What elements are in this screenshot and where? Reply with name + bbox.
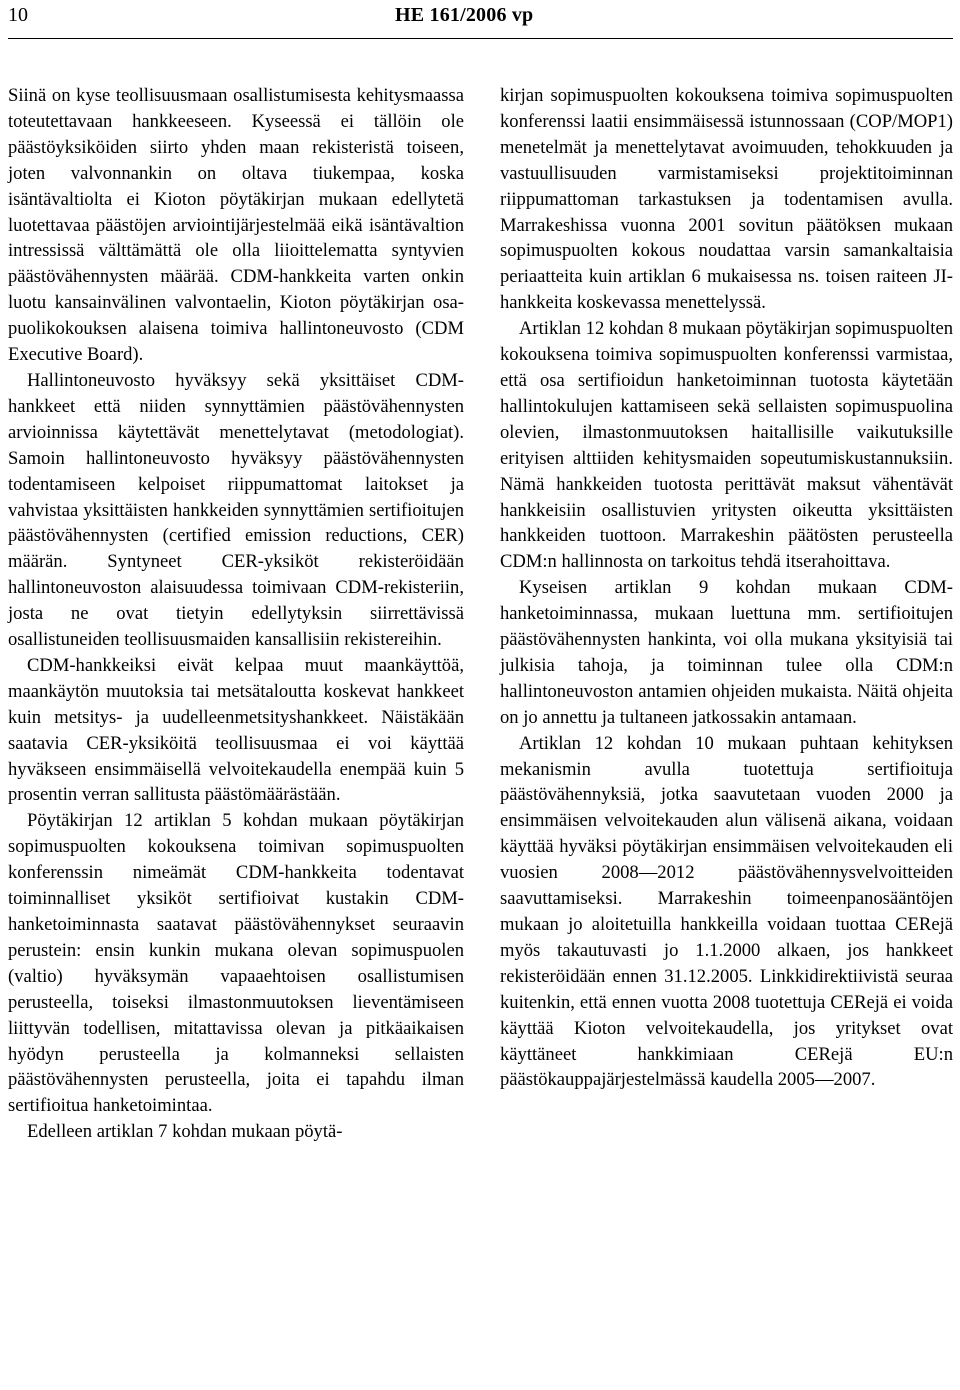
- paragraph: Artiklan 12 kohdan 8 mukaan pöytäkirjan sopimuspuolten kokouksena toimiva sopimuspuolten konferenssi varmistaa, että osa sertifioidun hanketoiminnan tuotosta käytetään hallintokulujen kattamiseen sekä sellaisten sopimuspuolina olevien, ilmastonmuutoksen haitallisille vaikutuksille erityisen alttiiden kehitysmaiden sopeutumiskustannuksiin. Nämä hankkeiden tuotosta perittävät maksut vähentävät hankkeisiin osallistuvien yritysten oikeutta yksittäisten hankkeiden tuottoon. Marrakeshin päätösten perusteella CDM:n hallinnosta on tarkoitus tehdä itserahoittava.: [500, 318, 953, 573]
- header-rule: [8, 38, 953, 39]
- paragraph: Kyseisen artiklan 9 kohdan mukaan CDM-hanketoiminnassa, mukaan luettuna mm. sertifioitujen päästövähennysten hankinta, voi olla mukana yksityisiä tai julkisia tahoja, ja toiminnan tulee olla CDM:n hallintoneuvoston antamien ohjeiden mukaista. Näitä ohjeita on jo annettu ja tultaneen jatkossakin antamaan.: [500, 577, 953, 728]
- paragraph: Pöytäkirjan 12 artiklan 5 kohdan mukaan pöytäkirjan sopimuspuolten kokouksena toimivan sopimuspuolten konferenssin nimeämät CDM-hankkeita todentavat toiminnalliset yksiköt sertifioivat kustakin CDM-hanketoiminnasta saatavat päästövähennykset seuraavin perustein: ensin kunkin mukana olevan sopimuspuolen (valtio) hyväksymän vapaaehtoisen osallistumisen perusteella, toiseksi ilmastonmuutoksen lieventämiseen liittyvän todellisen, mitattavissa olevan ja pitkäaikaisen hyödyn perusteella ja kolmanneksi sellaisten päästövähennysten perusteella, joita ei tapahdu ilman sertifioitua hanketoimintaa.: [8, 810, 464, 1117]
- paragraph: Edelleen artiklan 7 kohdan mukaan pöytä-: [27, 1121, 343, 1143]
- document-code: HE 161/2006 vp: [395, 4, 534, 26]
- paragraph: kirjan sopimuspuolten kokouksena toimiva sopimuspuolten konferenssi laatii ensimmäisessä istunnossaan (COP/MOP1) menetelmät ja menettelytavat avoimuuden, tehokkuuden ja vastuullisuuden varmistamiseksi projektitoiminnan riippumattoman tarkastuksen ja todentamisen avulla. Marrakeshissa vuonna 2001 sovitun päätöksen mukaan sopimuspuolten kokous noudattaa varsin samankaltaisia periaatteita kuin artiklan 6 mukaisessa ns. toisen raiteen JI-hankkeita koskevassa menettelyssä.: [500, 85, 953, 314]
- paragraph: Artiklan 12 kohdan 10 mukaan puhtaan kehityksen mekanismin avulla tuotettuja sertifioituja päästövähennyksiä, jotka saavutetaan vuoden 2000 ja ensimmäisen velvoitekauden alun välisenä aikana, voidaan käyttää hyväksi pöytäkirjan ensimmäisen velvoitekauden eli vuosien 2008—2012 päästövähennysvelvoitteiden saavuttamiseksi. Marrakeshin toimeenpanosääntöjen mukaan jo aloitetuilla hankkeilla voidaan tuottaa CERejä myös takautuvasti jo 1.1.2000 alkaen, jos hankkeet rekisteröidään ennen 31.12.2005. Linkkidirektiivistä seuraa kuitenkin, että ennen vuotta 2008 tuotettuja CERejä ei voida käyttää Kioton velvoitekaudella, jos yritykset ovat käyttäneet hankkimiaan CERejä EU:n päästökauppajärjestelmässä kaudella 2005—2007.: [500, 732, 953, 1091]
- paragraph: Siinä on kyse teollisuusmaan osallistumisesta kehitysmaassa toteutettavaan hankkeeseen. Kyseessä ei tällöin ole päästöyksiköiden siirto yhden maan rekisteristä toiseen, joten valvonnankin on oltava tiukempaa, koska isäntävaltiolta ei Kioton pöytäkirjan mukaan edellytetä luotettavaa päästöjen arviointijärjestelmää eikä isäntävaltion intressissä välttämättä ole olla liioittelematta syntyvien päästövähennysten määrää. CDM-hankkeita varten onkin luotu kansainvälinen valvontaelin, Kioton pöytäkirjan osa-puolikokouksen alaisena toimiva hallintoneuvosto (CDM Executive Board).: [8, 85, 464, 366]
- paragraph: Hallintoneuvosto hyväksyy sekä yksittäiset CDM-hankkeet että niiden synnyttämien päästövähennysten arvioinnissa käytettävät menettelytavat (metodologiat). Samoin hallintoneuvosto hyväksyy päästövähennysten todentamiseen kelpoiset riippumattomat laitokset ja vahvistaa yksittäisten hankkeiden synnyttämien sertifioitujen päästövähennysten (certified emission reductions, CER) määrän. Syntyneet CER-yksiköt rekisteröidään hallintoneuvoston alaisuudessa toimivaan CDM-rekisteriin, josta ne ovat tietyin edellytyksin siirrettävissä osallistuneiden teollisuusmaiden kansallisiin rekistereihin.: [8, 369, 464, 651]
- right-column: [500, 83, 953, 1093]
- left-column: [8, 83, 464, 1145]
- paragraph: CDM-hankkeiksi eivät kelpaa muut maankäyttöä, maankäytön muutoksia tai metsätaloutta koskevat hankkeet kuin metsitys- ja uudelleenmetsityshankkeet. Näistäkään saatavia CER-yksiköitä teollisuusmaa ei voi käyttää hyväkseen ensimmäisellä velvoitekaudella enempää kuin 5 prosentin verran sallitusta päästömäärästään.: [8, 654, 464, 806]
- page-number: 10: [8, 4, 28, 26]
- page-header: [0, 0, 960, 34]
